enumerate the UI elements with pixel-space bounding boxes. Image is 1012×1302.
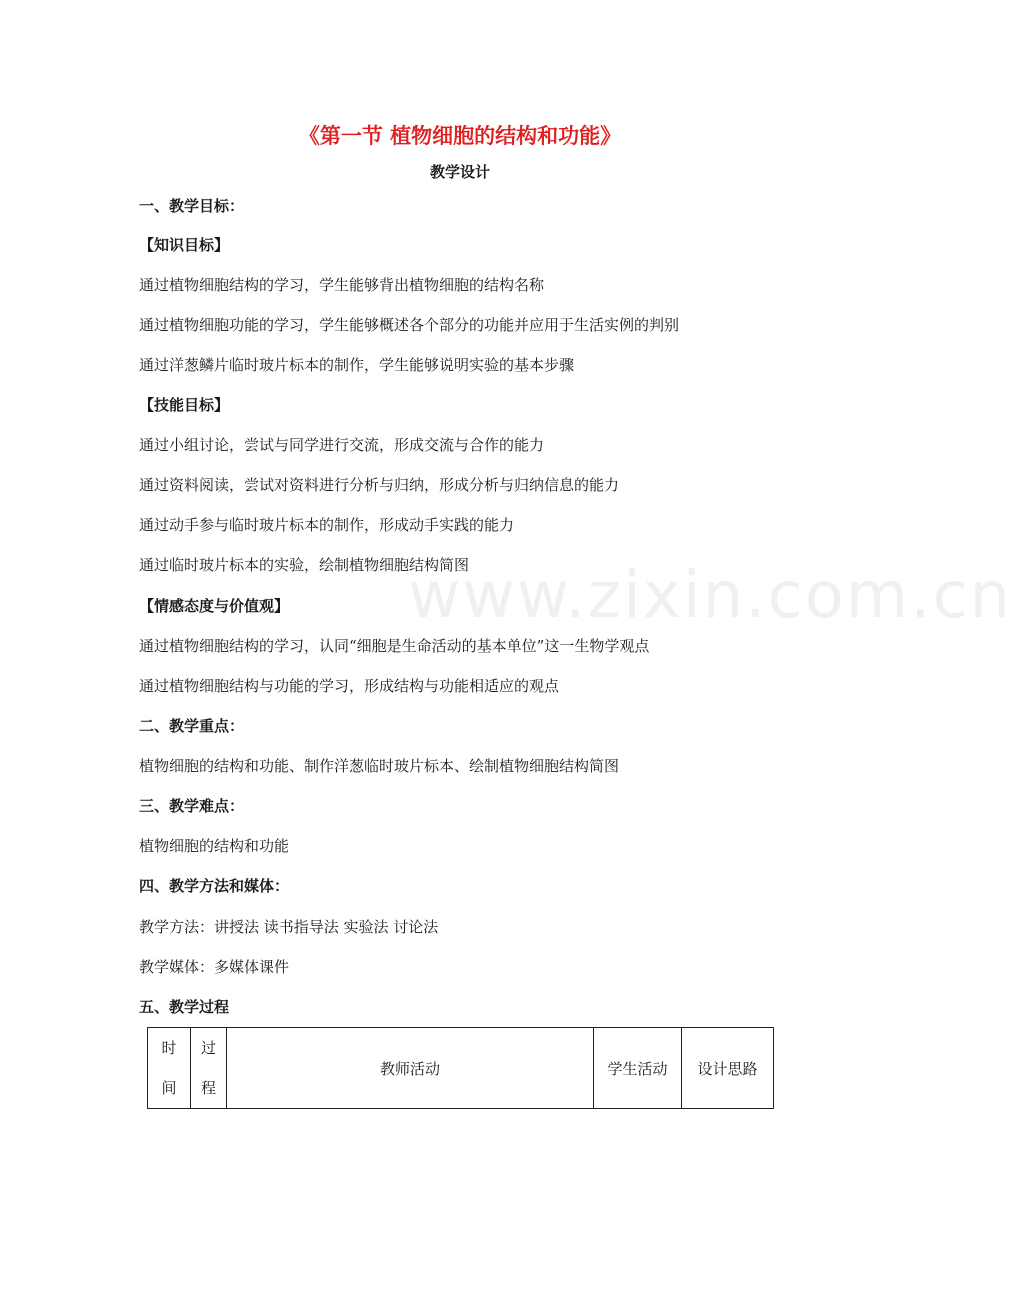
knowledge-goals-heading: 【知识目标】 [139,236,230,254]
skill-goals-heading: 【技能目标】 [139,396,230,414]
header-time-char: 间 [161,1079,177,1097]
teaching-methods-text: 教学方法：讲授法 读书指导法 实验法 讨论法 [139,918,439,936]
emotion-goals-heading: 【情感态度与价值观】 [139,597,290,615]
difficulties-text: 植物细胞的结构和功能 [139,837,290,855]
emotion-goal-item: 通过植物细胞结构的学习，认同“细胞是生命活动的基本单位”这一生物学观点 [139,637,650,655]
skill-goal-item: 通过动手参与临时玻片标本的制作，形成动手实践的能力 [139,516,515,534]
knowledge-goal-item: 通过植物细胞结构的学习，学生能够背出植物细胞的结构名称 [139,276,545,294]
document-subtitle: 教学设计 [429,163,490,181]
header-time-cell [148,1028,191,1109]
header-design-idea: 设计思路 [682,1028,774,1109]
emotion-goal-item: 通过植物细胞结构与功能的学习，形成结构与功能相适应的观点 [139,677,560,695]
section1-heading: 一、教学目标： [139,197,245,215]
header-teacher-activity: 教师活动 [227,1028,594,1109]
skill-goal-item: 通过小组讨论，尝试与同学进行交流，形成交流与合作的能力 [139,436,545,454]
table-header-row [148,1028,774,1109]
header-process-char: 程 [200,1079,216,1097]
header-process-char: 过 [200,1039,216,1057]
section2-heading: 二、教学重点： [139,717,245,735]
section4-heading: 四、教学方法和媒体： [139,877,290,895]
teaching-media-text: 教学媒体：多媒体课件 [139,958,290,976]
skill-goal-item: 通过资料阅读，尝试对资料进行分析与归纳，形成分析与归纳信息的能力 [139,476,620,494]
knowledge-goal-item: 通过洋葱鳞片临时玻片标本的制作，学生能够说明实验的基本步骤 [139,356,575,374]
section3-heading: 三、教学难点： [139,797,245,815]
header-process-cell [191,1028,227,1109]
header-student-activity: 学生活动 [594,1028,682,1109]
knowledge-goal-item: 通过植物细胞功能的学习，学生能够概述各个部分的功能并应用于生活实例的判别 [139,316,680,334]
header-time-char: 时 [161,1039,177,1057]
teaching-process-table [147,1027,774,1109]
document-title: 《第一节 植物细胞的结构和功能》 [298,124,622,148]
skill-goal-item: 通过临时玻片标本的实验，绘制植物细胞结构简图 [139,556,470,574]
section5-heading: 五、教学过程 [139,998,230,1016]
watermark: www.zixin.com.cn [408,559,1012,633]
key-points-text: 植物细胞的结构和功能、制作洋葱临时玻片标本、绘制植物细胞结构简图 [139,757,620,775]
